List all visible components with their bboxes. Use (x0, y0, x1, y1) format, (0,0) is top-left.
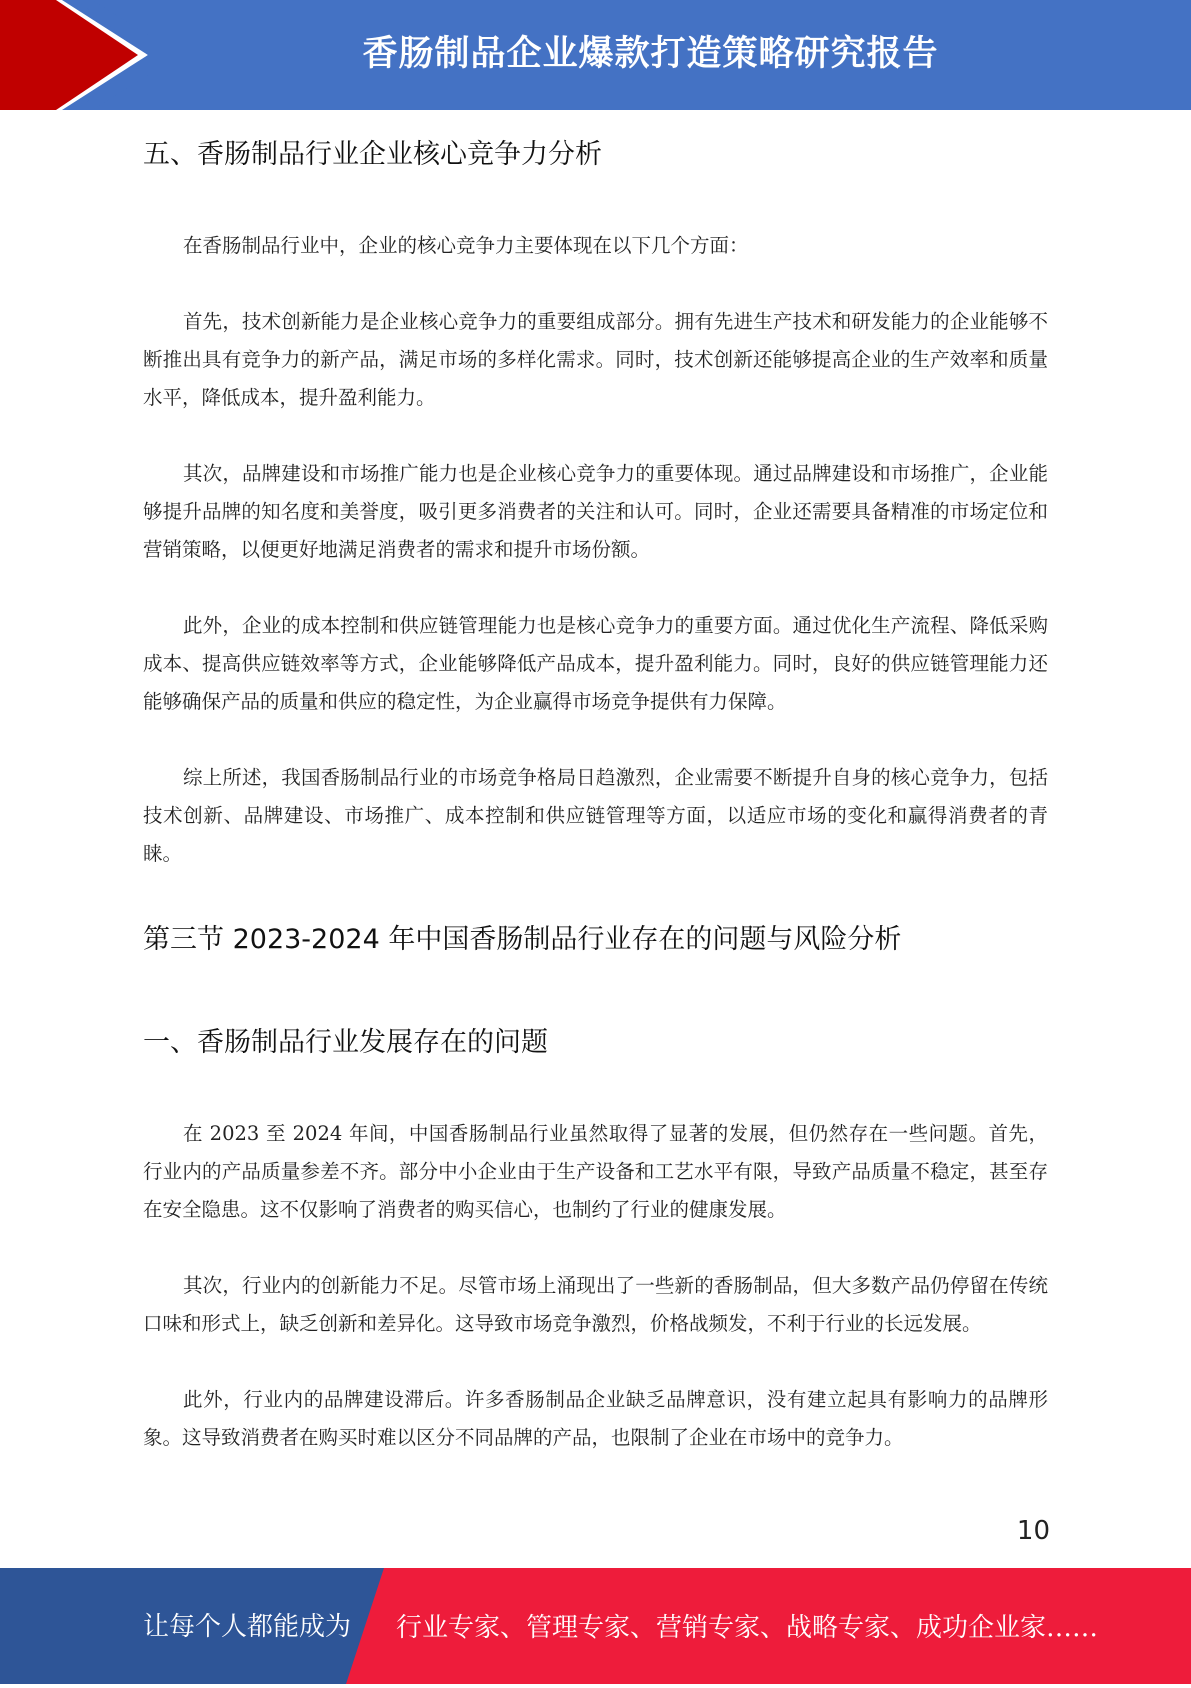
paragraph: 其次，行业内的创新能力不足。尽管市场上涌现出了一些新的香肠制品，但大多数产品仍停留在传统口味和形式上，缺乏创新和差异化。这导致市场竞争激烈，价格战频发，不利于行业的长远发展。 (143, 1274, 1048, 1335)
paragraph: 此外，企业的成本控制和供应链管理能力也是核心竞争力的重要方面。通过优化生产流程、降低采购成本、提高供应链效率等方式，企业能够降低产品成本，提升盈利能力。同时，良好的供应链管理能力还能够确保产品的质量和供应的稳定性，为企业赢得市场竞争提供有力保障。 (143, 614, 1048, 713)
page-number: 10 (1016, 1516, 1050, 1546)
chapter-heading: 第三节 2023-2024 年中国香肠制品行业存在的问题与风险分析 (143, 924, 902, 955)
section-heading: 五、香肠制品行业企业核心竞争力分析 (143, 139, 602, 170)
section-heading: 一、香肠制品行业发展存在的问题 (143, 1027, 548, 1058)
header-banner (0, 0, 1191, 110)
footer-banner (0, 1568, 1191, 1684)
report-title: 香肠制品企业爆款打造策略研究报告 (362, 34, 939, 74)
document-body (143, 110, 1048, 1457)
paragraph: 其次，品牌建设和市场推广能力也是企业核心竞争力的重要体现。通过品牌建设和市场推广，企业能够提升品牌的知名度和美誉度，吸引更多消费者的关注和认可。同时，企业还需要具备精准的市场定位和营销策略，以便更好地满足消费者的需求和提升市场份额。 (143, 462, 1048, 561)
paragraph: 综上所述，我国香肠制品行业的市场竞争格局日趋激烈，企业需要不断提升自身的核心竞争力，包括技术创新、品牌建设、市场推广、成本控制和供应链管理等方面，以适应市场的变化和赢得消费者的青睐。 (143, 766, 1048, 865)
paragraph: 首先，技术创新能力是企业核心竞争力的重要组成部分。拥有先进生产技术和研发能力的企业能够不断推出具有竞争力的新产品，满足市场的多样化需求。同时，技术创新还能够提高企业的生产效率和质量水平，降低成本，提升盈利能力。 (143, 310, 1048, 409)
paragraph: 此外，行业内的品牌建设滞后。许多香肠制品企业缺乏品牌意识，没有建立起具有影响力的品牌形象。这导致消费者在购买时难以区分不同品牌的产品，也限制了企业在市场中的竞争力。 (143, 1388, 1048, 1449)
paragraph: 在 2023 至 2024 年间，中国香肠制品行业虽然取得了显著的发展，但仍然存在一些问题。首先，行业内的产品质量参差不齐。部分中小企业由于生产设备和工艺水平有限，导致产品质量不稳定，甚至存在安全隐患。这不仅影响了消费者的购买信心，也制约了行业的健康发展。 (143, 1122, 1048, 1221)
footer-slogan-left: 让每个人都能成为 (143, 1612, 352, 1642)
paragraph: 在香肠制品行业中，企业的核心竞争力主要体现在以下几个方面： (183, 234, 749, 257)
chevron-arrow-icon (0, 0, 150, 110)
footer-slogan-right: 行业专家、管理专家、营销专家、战略专家、成功企业家…… (396, 1613, 1099, 1643)
